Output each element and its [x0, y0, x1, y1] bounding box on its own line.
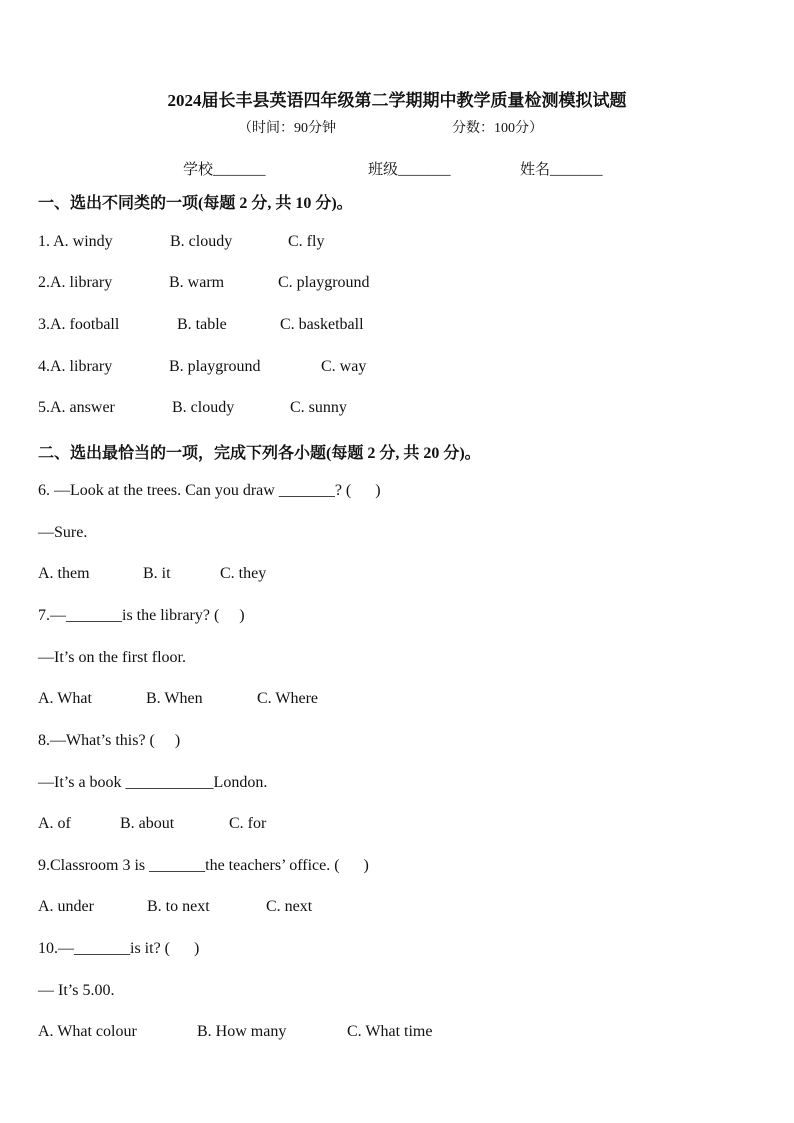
option-a: A. them: [38, 565, 90, 582]
option-c: C. they: [220, 565, 267, 582]
option-c: C. next: [266, 898, 313, 915]
question-stem: 6. —Look at the trees. Can you draw _______? ( ): [38, 482, 381, 499]
class-field: 班级_______: [368, 162, 451, 178]
option-c: C. What time: [347, 1023, 433, 1040]
option-c: C. for: [229, 815, 267, 832]
option-b: B. cloudy: [172, 399, 235, 416]
school-field: 学校_______: [183, 162, 266, 178]
option-a: 1. A. windy: [38, 233, 113, 250]
option-a: 5.A. answer: [38, 399, 115, 416]
question-reply: —It’s a book ___________London.: [38, 774, 268, 791]
option-c: C. Where: [257, 690, 319, 707]
option-b: B. to next: [147, 898, 210, 915]
option-a: A. What colour: [38, 1023, 137, 1040]
option-a: A. under: [38, 898, 94, 915]
option-a: A. What: [38, 690, 92, 707]
option-b: B. it: [143, 565, 171, 582]
option-a: A. of: [38, 815, 71, 832]
option-a: 4.A. library: [38, 358, 113, 375]
option-c: C. playground: [278, 274, 370, 291]
question-stem: 9.Classroom 3 is _______the teachers’ office. ( ): [38, 857, 369, 874]
section1-heading: 一、选出不同类的一项(每题 2 分, 共 10 分)。: [38, 195, 353, 212]
question-reply: — It’s 5.00.: [38, 982, 115, 999]
option-b: B. playground: [169, 358, 261, 375]
question-reply: —Sure.: [38, 524, 88, 541]
option-b: B. cloudy: [170, 233, 233, 250]
option-c: C. basketball: [280, 316, 364, 333]
option-c: C. fly: [288, 233, 325, 250]
option-c: C. sunny: [290, 399, 347, 416]
question-reply: —It’s on the first floor.: [38, 649, 186, 666]
option-b: B. How many: [197, 1023, 287, 1040]
time-info: （时间：90分钟: [238, 121, 336, 136]
option-a: 3.A. football: [38, 316, 120, 333]
option-b: B. table: [177, 316, 227, 333]
section2-heading: 二、选出最恰当的一项，完成下列各小题(每题 2 分, 共 20 分)。: [38, 445, 481, 462]
option-b: B. warm: [169, 274, 225, 291]
page-title: 2024届长丰县英语四年级第二学期期中教学质量检测模拟试题: [167, 91, 627, 110]
question-stem: 10.—_______is it? ( ): [38, 940, 200, 957]
option-b: B. about: [120, 815, 175, 832]
score-info: 分数：100分）: [452, 121, 543, 136]
name-field: 姓名_______: [520, 162, 603, 178]
option-c: C. way: [321, 358, 367, 375]
question-stem: 8.—What’s this? ( ): [38, 732, 181, 749]
question-stem: 7.—_______is the library? ( ): [38, 607, 245, 624]
option-b: B. When: [146, 690, 203, 707]
option-a: 2.A. library: [38, 274, 113, 291]
